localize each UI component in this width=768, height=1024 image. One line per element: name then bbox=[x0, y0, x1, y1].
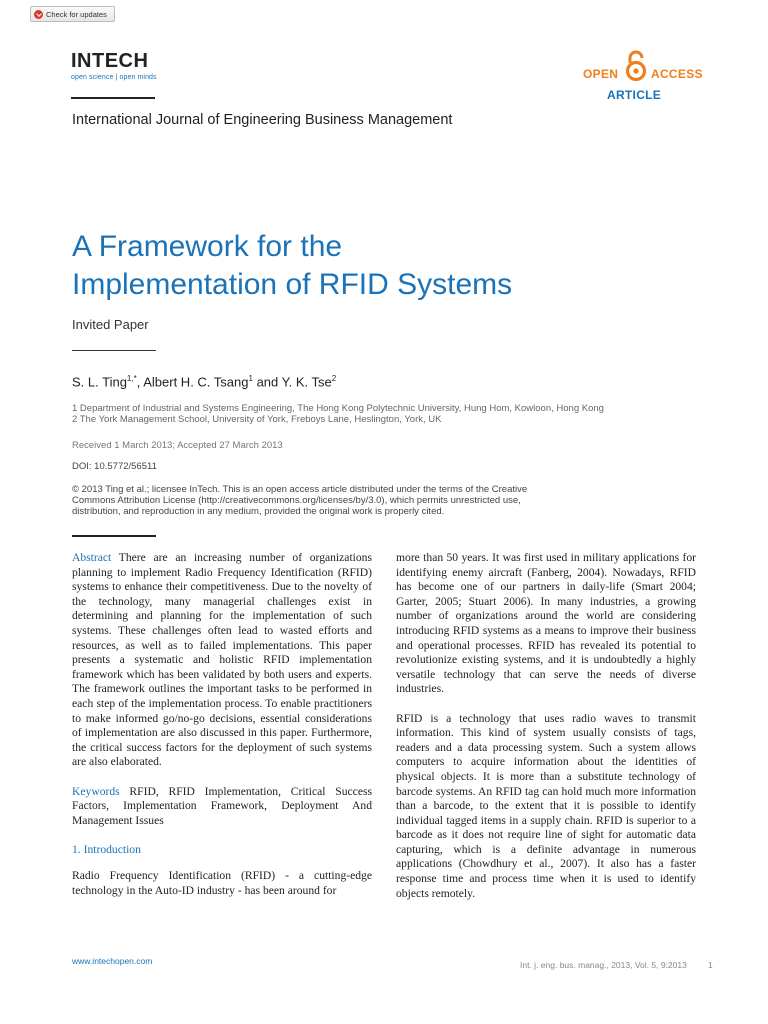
license-statement bbox=[72, 484, 562, 517]
page-number: 1 bbox=[708, 960, 713, 970]
abstract-text: There are an increasing number of organizations planning to implement Radio Frequency Identification (RFID) systems to enhance their competitiveness. Due to the novelty of the technology, many managerial challenges exist in determining and planning for the implementation of such systems. These challenges often lead to wasted efforts and resources, as well as to failed implementations. This paper presents a systematic and holistic RFID implementation framework which has been validated by both users and experts. The framework outlines the important tasks to be performed in each step of the implementation process. To enable practitioners to make informed go/no-go decisions, essential considerations of implementation are also discussed in this paper. Furthermore, the critical success factors for the deployment of such systems are also elaborated. bbox=[72, 551, 372, 769]
received-dates: Received 1 March 2013; Accepted 27 March 2013 bbox=[72, 440, 283, 451]
author-list bbox=[72, 374, 336, 389]
abstract bbox=[72, 551, 372, 770]
open-label: OPEN bbox=[583, 67, 619, 81]
keywords bbox=[72, 785, 372, 829]
affiliation-1: 1 Department of Industrial and Systems Engineering, The Hong Kong Polytechnic University, Hung Hom, Kowloon, Hong Kong bbox=[72, 403, 604, 414]
footer-website-link[interactable]: www.intechopen.com bbox=[72, 956, 153, 966]
paper-type: Invited Paper bbox=[72, 317, 149, 332]
logo-tagline: open science | open minds bbox=[71, 74, 157, 81]
intech-logo bbox=[71, 50, 157, 81]
author-2-affiliation: 1 bbox=[248, 374, 253, 383]
doi: DOI: 10.5772/56511 bbox=[72, 461, 157, 472]
author-1-affiliation: 1,* bbox=[126, 374, 137, 383]
left-column bbox=[72, 551, 372, 913]
access-label: ACCESS bbox=[651, 67, 703, 81]
intro-paragraph-1: more than 50 years. It was first used in military applications for identifying enemy aircraft (Fanberg, 2004). Nowadays, RFID has become one of our partners in daily-life (Smart 2004; Garter, 2005; Stuart 2006). In many industries, a growing number of organizations around the world are considering introducing RFID systems as a means to improve their business and operational processes. RFID has revealed its potential to revolutionize existing systems, and it is undoubtedly a highly versatile technology that can serve the needs of diverse industries. bbox=[396, 551, 696, 696]
license-line-2: Commons Attribution License (http://creativecommons.org/licenses/by/3.0), which permits unrestricted use, bbox=[72, 495, 521, 506]
right-column bbox=[396, 551, 696, 916]
author-2: Albert H. C. Tsang bbox=[143, 374, 249, 390]
license-line-3: distribution, and reproduction in any medium, provided the original work is properly cited. bbox=[72, 506, 445, 517]
title-line-1: A Framework for the bbox=[72, 230, 343, 263]
check-for-updates-button[interactable] bbox=[30, 6, 115, 22]
intro-paragraph-2: RFID is a technology that uses radio waves to transmit information. This kind of system usually consists of tags, readers and a data processing system. Such a system allows computers to acquire information about the identities of physical objects. It is more than a substitute technology of barcode systems. An RFID tag can hold much more information than a barcode, to the extent that it is possible to identify individual tagged items in a supply chain. RFID is superior to a barcode as it does not require line of sight for automatic data capturing, which is a definite advantage in numerous applications (Chowdhury et al., 2007). It also has a faster response time and process time when it is used to identify objects remotely. bbox=[396, 711, 696, 900]
author-1: S. L. Ting bbox=[72, 374, 127, 390]
article-title bbox=[72, 228, 672, 304]
logo-divider bbox=[71, 97, 155, 99]
license-divider bbox=[72, 535, 156, 537]
title-divider bbox=[72, 350, 156, 351]
keywords-label: Keywords bbox=[72, 784, 120, 798]
journal-name: International Journal of Engineering Business Management bbox=[72, 112, 453, 128]
abstract-label: Abstract bbox=[72, 551, 112, 564]
author-3: Y. K. Tse bbox=[281, 374, 332, 390]
keywords-text: RFID, RFID Implementation, Critical Success Factors, Implementation Framework, Deployment And Management Issues bbox=[72, 784, 372, 827]
check-updates-icon bbox=[34, 10, 43, 19]
check-updates-label: Check for updates bbox=[46, 9, 107, 19]
section-heading-introduction: 1. Introduction bbox=[72, 842, 141, 856]
footer-citation: Int. j. eng. bus. manag., 2013, Vol. 5, 9:2013 bbox=[520, 960, 687, 970]
author-separator: , bbox=[136, 374, 144, 390]
open-access-badge bbox=[583, 50, 703, 105]
affiliation-2: 2 The York Management School, University of York, Freboys Lane, Heslington, York, UK bbox=[72, 414, 442, 425]
open-lock-icon bbox=[625, 50, 647, 82]
article-label: ARTICLE bbox=[607, 88, 662, 102]
logo-wordmark: INTECH bbox=[71, 50, 149, 72]
license-line-1: © 2013 Ting et al.; licensee InTech. This is an open access article distributed under the terms of the Creative bbox=[72, 484, 528, 495]
title-line-2: Implementation of RFID Systems bbox=[72, 268, 513, 301]
intro-paragraph-left: Radio Frequency Identification (RFID) - a cutting-edge technology in the Auto-ID industry - has been around for bbox=[72, 869, 372, 898]
author-separator: and bbox=[252, 374, 282, 390]
author-3-affiliation: 2 bbox=[331, 374, 337, 383]
